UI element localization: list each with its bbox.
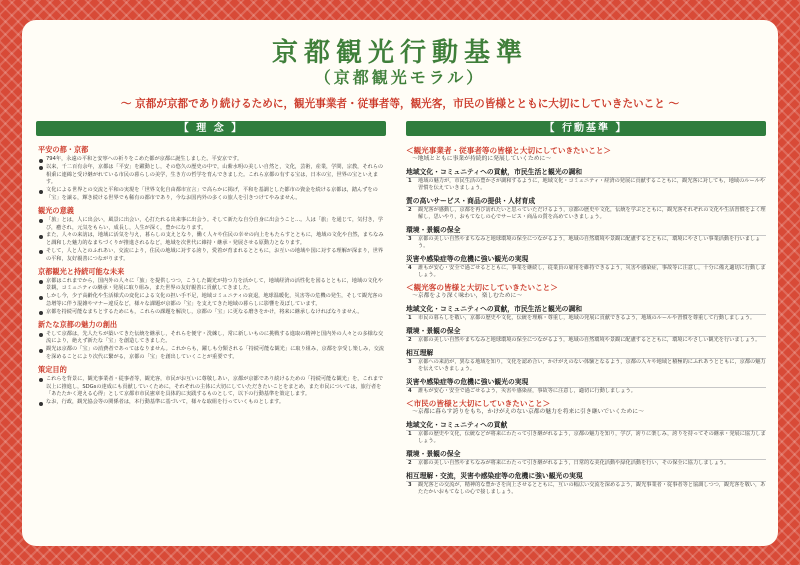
standard-text: 京都への来訪が，異なる地域を知り，文化を認め合い，かけがえのない体験となるよう，京都の人々や地域と積極的にふれあうとともに，京都の魅力を伝えていきましょう。	[418, 359, 766, 372]
standard-heading: 災害や感染症等の危機に強い観光の実現	[406, 253, 766, 265]
standard-item	[406, 207, 766, 221]
standard-number: 3	[408, 236, 412, 242]
standard-number: 4	[408, 265, 412, 271]
bullet-paragraph: そして京都は，先人たちが築いてきた伝統を継承し，それらを便守・洗練し，常に新しいものに挑戦する進取の精神と国内外の人々との多様な交流により，絶えず新たな「宝」を創造してきました。	[36, 331, 386, 347]
standard-text: 観光客が感動し，京都を再び訪れたいと思っていただけるよう，京都の歴史や文化，伝統を学ぶとともに，観光客それぞれの文化や生活習慣をよく理解し，思いやり，おもてなしの心でサービス・商品の質を高めていきましょう。	[418, 207, 766, 220]
standard-heading: 災害や感染症等の危機に強い観光の実現	[406, 376, 766, 388]
standard-item	[406, 359, 766, 373]
standard-number: 2	[408, 460, 412, 466]
stakeholder-group-title: ＜市民の皆様と大切にしていきたいこと＞	[406, 399, 551, 408]
standard-item	[406, 337, 766, 344]
bullet-paragraph: これらを背景に，観光事業者・従事者等，観光客，市民がお互いに尊敬しあい，京都が京都であり続けるための「持続可能な観光」を，これまで以上に推進し，SDGsの達成にも貢献していくために，それぞれの主体に大切にしていただきたいことをまとめ，また市民については，旅行者を「あたたかく迎える心得」として京都市市民憲章を具体的に実践するものとして，以下の行動基準を策定します。	[36, 376, 386, 399]
bullet-paragraph: 以来，千二百有余年，京都は「平安」を躍動とし，その悠久の歴史の中で，山紫水明の美しい自然と，文化，芸術，産業，学問，宗教，それらの相乗に連綿と受け継がれている市民の暮らしの美学，生き方の哲学を育んできました。これら京都の有する宝は，日本の宝，世界の宝といえます。	[36, 164, 386, 187]
standards-column	[406, 121, 766, 540]
standard-heading: 相互理解	[406, 347, 766, 359]
standard-number: 1	[408, 431, 412, 437]
standard-text: 観光客との交流が，精神的な豊かさを向上させるとともに，互いの幅広い交流を深めるよう，観光事業者・従事者等と協調しつつ，観光客を敬い，あたたかいおもてなしの心で接しましょう。	[418, 482, 766, 495]
page-subtitle: （京都観光モラル）	[314, 68, 486, 87]
standard-item	[406, 315, 766, 322]
bullet-paragraph: なお，行政，観光協会等の関係者は，本行動基準に基づいて，様々な取組を行っていくものとします。	[36, 399, 386, 407]
standard-text: 京都の美しい自然やまちなみと地球環境の保全につながるよう，地域の自然環境や景観に配慮するとともに，環境にやさしい事業活動を行いましょう。	[418, 236, 761, 249]
standard-number: 1	[408, 178, 412, 184]
stakeholder-group-subtitle: ～京都に暮らす誇りをもち，かけがえのない京都の魅力を将来に引き継いでいくために～	[412, 409, 644, 415]
standard-heading: 環境・景観の保全	[406, 224, 766, 236]
philosophy-column	[36, 121, 386, 540]
standard-text: 地域の魅力が，市民生活の豊かさが調和するように，地域文化・コミュニティ・経済の発展に貢献することもに，観光客に対しても，地域のルールや習慣を伝えていきましょう。	[418, 178, 765, 191]
bullet-paragraph: 「旅」とは，人に出会い，風景に出会い，心打たれる出来事に出会う。そして新たな自分自身に出会うこと…。人は「旅」を通じて，気付き，学び，癒され，元気をもらい，成長し，人生が深く，豊かになります。	[36, 217, 386, 233]
standard-number: 2	[408, 207, 412, 213]
section-title: 策定目的	[38, 364, 67, 374]
section-title: 京都観光と持続可能な未来	[38, 266, 125, 276]
standard-item	[406, 460, 766, 467]
standard-text: 誰もが安心・安全で過ごせるよう，災害や感染症，事故等に注意し，適切に行動しましょう。	[418, 388, 636, 394]
standard-heading: 環境・景観の保全	[406, 325, 766, 337]
page-title: 京都観光行動基準	[271, 38, 528, 68]
standard-text: 京都の美しい自然やまちなみと地球環境の保全につながるよう，地域の自然環境や景観に配慮するとともに，環境にやさしい観光を行いましょう。	[418, 337, 761, 343]
bullet-paragraph: 文化による世界との交流と平和の実現を「世界文化自由都市宣言」で高らかに掲げ，平和を基調とした都市の資金を続ける京都は，踏んずをの「宝」を譲る，輝き続ける世界でも稀有の都市であり，今なお国内外の多くの旅人を引きつけてやみません。	[36, 187, 386, 203]
stakeholder-group-subtitle: ～地域とともに事業が持続的に発展していくために～	[412, 156, 552, 162]
standard-heading: 環境・景観の保全	[406, 448, 766, 460]
standard-text: 市民の暮らしを敬い，京都の歴史や文化，伝統を理解・尊重し，地域の発展に貢献できるよう，地域のルールや習慣を尊重して行動しましょう。	[418, 315, 756, 321]
standard-heading: 質の高いサービス・商品の提供・人材育成	[406, 195, 766, 207]
standard-text: 誰もが安心・安全で過ごせるとともに，事業を継続し，従業員の雇用を維持できるよう，災害や感染症，事故等に注意し，十分に備え適切に行動しましょう。	[418, 265, 766, 278]
bullet-paragraph: 794年，永遠の平和と安寧への祈りをこめた都が京都に誕生しました。平安京です。	[36, 156, 386, 164]
standard-number: 2	[408, 337, 412, 343]
section-title: 観光の意義	[38, 205, 74, 215]
standard-number: 3	[408, 359, 412, 365]
standards-content	[406, 142, 766, 540]
bullet-paragraph: そして，人と人とのふれあい，交流により，住民の地域に対する誇り，愛着が育まれるとともに，お互いの地域や国に対する理解が深まり，世界の平和，友好親善につながります。	[36, 248, 386, 264]
stakeholder-group-title: ＜観光客の皆様と大切にしていきたいこと＞	[406, 283, 558, 292]
bullet-paragraph: 京都を持続可能なまちとするためにも，これらの課題を解決し，京都の「宝」に更なる磨きをかけ，将来に継承しなければなりません。	[36, 309, 386, 317]
bullet-paragraph: また，人々の来訪は，地域に活気を与え，暮らしの支えとなり，働く人々や住民の幸せの向上をもたらすとともに，地域の文化や自然，まちなみと調和した魅力的なまちづくりが推進されるなど，地域を次世代に維持・継承・発展させる原動力となります。	[36, 232, 386, 248]
standard-item	[406, 265, 766, 279]
section-title: 新たな京都の魅力の創出	[38, 319, 118, 329]
stakeholder-group-subtitle: ～京都をより深く味わい，楽しむために～	[412, 293, 523, 299]
standard-heading: 相互理解・交流，災害や感染症等の危機に強い観光の実現	[406, 470, 766, 482]
page-tagline: ～ 京都が京都であり続けるために，観光事業者・従事者等，観光客，市民の皆様とともに大切にしていきたいこと ～	[120, 98, 680, 110]
standard-heading: 地域文化・コミュニティへの貢献，市民生活と観光の調和	[406, 166, 766, 178]
standard-item	[406, 482, 766, 496]
standards-header: 【 行動基準 】	[406, 121, 766, 136]
standard-text: 京都の美しい自然やまちなみが将来にわたって引き継がれるよう，日常的な美化活動や緑化活動を行い，その保全に協力しましょう。	[418, 460, 730, 466]
stakeholder-group-title: ＜観光事業者・従事者等の皆様と大切にしていきたいこと＞	[406, 146, 612, 155]
standard-heading: 地域文化・コミュニティへの貢献	[406, 419, 766, 431]
philosophy-content	[36, 142, 386, 540]
standard-item	[406, 178, 766, 192]
standard-item	[406, 388, 766, 395]
standard-item	[406, 431, 766, 445]
bullet-paragraph: しかし今，少子高齢化や生活様式の変化による文化の担い手不足，地域コミュニティの衰退，地球温暖化，災害等の危機の発生，そして観光客の急増等に伴う混雑やマナー違反など，様々な課題が京都の「宝」を支えてきた地域の暮らしに影響を及ぼしています。	[36, 293, 386, 309]
standard-number: 3	[408, 482, 412, 488]
standard-number: 4	[408, 388, 412, 394]
document-sheet	[22, 20, 778, 546]
section-title: 平安の都・京都	[38, 145, 89, 154]
standard-heading: 地域文化・コミュニティへの貢献，市民生活と観光の調和	[406, 303, 766, 315]
bullet-paragraph: 京都はこれまでから，国内外の人々に「旅」を提供しつつ，こうした観光が持つ力を活かして，地域経済の活性化を図るとともに，地域の文化や景観，コミュニティの継承・発展に取り組み，また世界の友好親善に貢献してきました。	[36, 278, 386, 294]
standard-item	[406, 236, 766, 250]
philosophy-header: 【 理 念 】	[36, 121, 386, 136]
standard-number: 1	[408, 315, 412, 321]
standard-text: 京都の歴史や文化，伝統などが将来にわたって引き継がれるよう，京都の魅力を知り，学び，誇りに楽しみ，誇りを持ってその継承・発展に協力しましょう。	[418, 431, 766, 444]
bullet-paragraph: 観光は京都の「宝」の消費者であってはなりません。これからも，躍しも分類される「持続可能な観光」に取り組み，京都を享受し楽しみ，交流を深めることにより次代に繋がる，京都の「宝」を創出していくことが重要です。	[36, 346, 386, 362]
